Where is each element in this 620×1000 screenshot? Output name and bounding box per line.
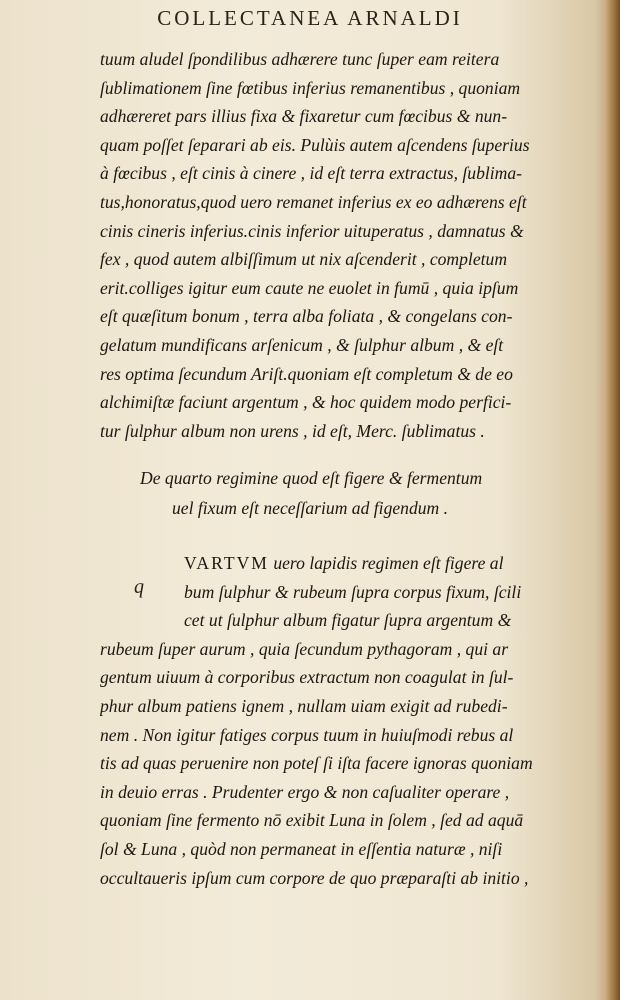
text-line: tis ad quas peruenire non poteſ ſi iſta facere ignoras quoniam [100,753,533,774]
text-line [100,549,588,578]
text-line: gentum uiuum à corporibus extractum non coagulat in ſul- [100,667,514,688]
text-line: nem . Non igitur fatiges corpus tuum in huiuſmodi rebus al [100,724,514,745]
text-line: res optima ſecundum Ariſt.quoniam eſt completum & de eo [100,363,513,384]
heading-line: uel fixum eſt neceſſarium ad figendum . [172,498,449,518]
text-line: tus,honoratus,quod uero remanet inferius ex eo adhærens eſt [100,191,527,212]
paragraph-2 [100,549,588,892]
heading-line: De quarto regimine quod eſt figere & fermentum [140,468,483,488]
text-line: à fœcibus , eſt cinis à cinere , id eſt terra extractus, ſublima- [100,163,523,184]
section-heading [140,463,560,523]
text-line: eſt quæſitum bonum , terra alba foliata , & congelans con- [100,306,513,327]
text-line: cet ut ſulphur album figatur ſupra argentum & [184,610,512,631]
text-line: phur album patiens ignem , nullam uiam exigit ad rubedi- [100,695,508,716]
text-line: occultaueris ipſum cum corpore de quo præparaſti ab initio , [100,867,529,888]
text-line: in deuio erras . Prudenter ergo & non caſualiter operare , [100,781,510,802]
text-line: fex , quod autem albiſſimum ut nix aſcenderit , completum [100,249,508,270]
text-line: alchimiſtæ faciunt argentum , & hoc quidem modo perfici- [100,392,512,413]
text-line: quoniam ſine fermento nō exibit Luna in ſolem , ſed ad aquā [100,810,524,831]
paragraph-1 [100,45,588,445]
opening-caps: VARTVM [184,553,269,573]
running-header: COLLECTANEA ARNALDI [157,6,463,30]
text-line: adhæreret pars illius fixa & fixaretur cum fœcibus & nun- [100,106,508,127]
text-line: tuum aludel ſpondilibus adhærere tunc ſuper eam reitera [100,49,500,69]
text-line: tur ſulphur album non urens , id eſt, Merc. ſublimatus . [100,420,485,441]
text-line: bum ſulphur & rubeum ſupra corpus fixum, ſcili [184,581,522,602]
first-line-text: uero lapidis regimen eſt figere al [273,553,504,573]
text-line: ſublimationem ſine fœtibus inferius remanentibus , quoniam [100,77,521,98]
text-line: ſol & Luna , quòd non permaneat in eſſentia naturæ , niſi [100,838,503,859]
text-line: quam poſſet ſeparari ab eis. Pulùis autem aſcendens ſuperius [100,134,530,155]
text-line: erit.colliges igitur eum caute ne euolet in fumū , quia ipſum [100,277,519,298]
text-line: cinis cineris inferius.cinis inferior uituperatus , damnatus & [100,220,524,241]
text-line: rubeum ſuper aurum , quia ſecundum pythagoram , qui ar [100,638,509,659]
drop-initial: q [134,576,144,598]
page-edge [606,0,620,1000]
text-line: gelatum mundificans arſenicum , & ſulphur album , & eſt [100,334,504,355]
